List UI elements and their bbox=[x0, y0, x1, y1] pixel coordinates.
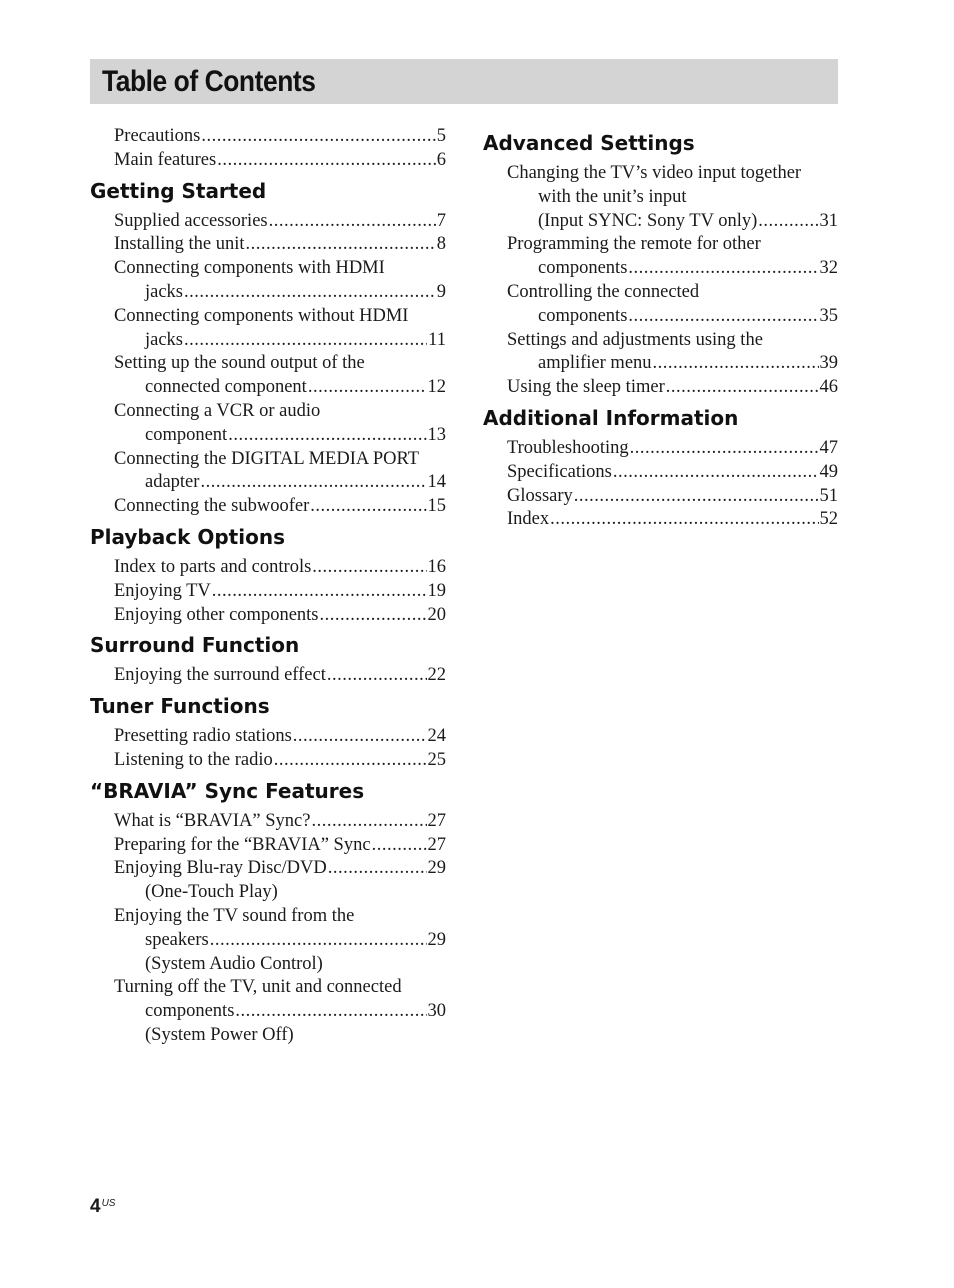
dot-leader bbox=[293, 725, 427, 749]
entry-title-row bbox=[114, 857, 446, 881]
toc-entry[interactable] bbox=[114, 664, 446, 688]
entry-title: Enjoying other components bbox=[114, 604, 319, 625]
entry-page-number: 49 bbox=[819, 461, 838, 482]
entry-title: Index to parts and controls bbox=[114, 556, 312, 577]
entry-page-number: 5 bbox=[436, 126, 446, 146]
dot-leader bbox=[200, 471, 426, 495]
entry-title: Presetting radio stations bbox=[114, 726, 292, 747]
dot-leader bbox=[628, 257, 818, 281]
toc-entry[interactable] bbox=[114, 125, 446, 149]
dot-leader bbox=[666, 376, 819, 400]
toc-section-advanced-settings bbox=[483, 131, 838, 400]
toc-entry[interactable] bbox=[507, 162, 838, 233]
entry-title: Enjoying TV bbox=[114, 580, 211, 601]
entry-page-number: 9 bbox=[436, 281, 446, 302]
dot-leader bbox=[184, 281, 436, 305]
toc-entry[interactable] bbox=[507, 461, 838, 485]
toc-entry-list bbox=[114, 725, 446, 773]
entry-title: Precautions bbox=[114, 126, 201, 146]
toc-entry[interactable] bbox=[114, 556, 446, 580]
entry-title-line: Connecting components with HDMI bbox=[114, 258, 385, 279]
entry-title-line: Connecting the DIGITAL MEDIA PORT bbox=[114, 448, 420, 469]
entry-page-number: 11 bbox=[428, 329, 446, 350]
entry-title-row bbox=[114, 1000, 446, 1024]
toc-entry-list bbox=[507, 437, 838, 532]
entry-title: What is “BRAVIA” Sync? bbox=[114, 810, 311, 831]
dot-leader bbox=[212, 580, 427, 604]
dot-leader bbox=[201, 125, 435, 149]
entry-title-row bbox=[507, 210, 838, 234]
toc-section-additional-information bbox=[483, 406, 838, 532]
entry-page-number: 13 bbox=[427, 424, 446, 445]
toc-section-intro bbox=[90, 125, 446, 173]
entry-page-number: 20 bbox=[427, 604, 446, 625]
entry-page-number: 24 bbox=[427, 726, 446, 747]
entry-page-number: 19 bbox=[427, 580, 446, 601]
entry-title-row bbox=[507, 257, 838, 281]
toc-entry[interactable] bbox=[114, 495, 446, 519]
entry-title-row bbox=[114, 834, 446, 858]
entry-title: speakers bbox=[145, 929, 209, 950]
entry-title-row bbox=[114, 125, 446, 149]
title-bar bbox=[90, 59, 838, 104]
entry-title-row bbox=[507, 352, 838, 376]
entry-title: components bbox=[145, 1001, 235, 1022]
page-number bbox=[90, 1196, 115, 1218]
entry-page-number: 31 bbox=[819, 210, 838, 231]
entry-title-line: Controlling the connected bbox=[507, 281, 700, 302]
entry-title-row bbox=[114, 424, 446, 448]
toc-entry[interactable] bbox=[114, 580, 446, 604]
toc-entry-list bbox=[114, 664, 446, 688]
toc-entry[interactable] bbox=[114, 400, 446, 448]
entry-title: amplifier menu bbox=[538, 353, 652, 374]
entry-title: component bbox=[145, 424, 228, 445]
entry-title: Main features bbox=[114, 149, 217, 170]
entry-title: Installing the unit bbox=[114, 234, 245, 255]
toc-entry[interactable] bbox=[114, 976, 446, 1047]
entry-title: components bbox=[538, 305, 628, 326]
entry-page-number: 6 bbox=[436, 149, 446, 170]
dot-leader bbox=[630, 437, 819, 461]
toc-entry[interactable] bbox=[114, 210, 446, 234]
section-heading: Playback Options bbox=[90, 524, 285, 549]
toc-entry[interactable] bbox=[114, 834, 446, 858]
page-number-value: 4 bbox=[90, 1196, 101, 1217]
entry-title-line: Programming the remote for other bbox=[507, 234, 761, 255]
entry-page-number: 52 bbox=[819, 509, 838, 530]
dot-leader bbox=[235, 1000, 426, 1024]
entry-page-number: 22 bbox=[427, 665, 446, 686]
entry-page-number: 8 bbox=[436, 234, 446, 255]
dot-leader bbox=[308, 376, 427, 400]
entry-title-row bbox=[507, 485, 838, 509]
page-title: Table of Contents bbox=[102, 65, 316, 98]
dot-leader bbox=[217, 149, 436, 173]
entry-title-row bbox=[114, 749, 446, 773]
section-heading: “BRAVIA” Sync Features bbox=[90, 778, 365, 803]
entry-title: components bbox=[538, 258, 628, 279]
section-heading: Getting Started bbox=[90, 178, 267, 203]
entry-title-row bbox=[114, 929, 446, 953]
entry-title-row bbox=[507, 437, 838, 461]
entry-title-row bbox=[507, 305, 838, 329]
entry-title-line: Enjoying the TV sound from the bbox=[114, 905, 355, 926]
toc-entry[interactable] bbox=[507, 508, 838, 532]
entry-page-number: 51 bbox=[819, 485, 838, 506]
entry-subtitle: (One-Touch Play) bbox=[145, 882, 278, 903]
entry-title-line: Turning off the TV, unit and connected bbox=[114, 977, 402, 998]
section-heading: Surround Function bbox=[90, 633, 300, 658]
dot-leader bbox=[328, 857, 427, 881]
entry-page-number: 32 bbox=[819, 258, 838, 279]
dot-leader bbox=[550, 508, 818, 532]
page-number-suffix: US bbox=[101, 1198, 116, 1209]
entry-title-row bbox=[114, 281, 446, 305]
entry-page-number: 25 bbox=[427, 749, 446, 770]
dot-leader bbox=[613, 461, 819, 485]
entry-page-number: 7 bbox=[436, 210, 446, 231]
dot-leader bbox=[758, 210, 818, 234]
dot-leader bbox=[574, 485, 819, 509]
toc-entry[interactable] bbox=[507, 437, 838, 461]
entry-title-line: with the unit’s input bbox=[538, 186, 687, 207]
section-heading: Tuner Functions bbox=[90, 694, 270, 719]
entry-title: adapter bbox=[145, 472, 200, 493]
entry-title-row bbox=[114, 329, 446, 353]
toc-entry[interactable] bbox=[507, 485, 838, 509]
entry-title-row bbox=[114, 233, 446, 257]
entry-title: Index bbox=[507, 509, 550, 530]
dot-leader bbox=[269, 210, 436, 234]
dot-leader bbox=[228, 424, 426, 448]
entry-title-row bbox=[114, 471, 446, 495]
entry-title-row bbox=[114, 604, 446, 628]
entry-title-row bbox=[114, 580, 446, 604]
toc-entry[interactable] bbox=[114, 810, 446, 834]
entry-title-row bbox=[507, 508, 838, 532]
entry-title-line: Connecting a VCR or audio bbox=[114, 400, 321, 421]
entry-title-line: Settings and adjustments using the bbox=[507, 329, 763, 350]
dot-leader bbox=[327, 664, 427, 688]
entry-title: Listening to the radio bbox=[114, 749, 273, 770]
entry-title: Supplied accessories bbox=[114, 210, 268, 231]
toc-entry-list bbox=[114, 125, 446, 173]
entry-title: connected component bbox=[145, 377, 307, 398]
entry-title: Troubleshooting bbox=[507, 437, 629, 458]
toc-section-tuner-functions bbox=[90, 694, 446, 773]
entry-page-number: 46 bbox=[819, 377, 838, 398]
toc-entry[interactable] bbox=[114, 233, 446, 257]
toc-entry[interactable] bbox=[114, 857, 446, 905]
entry-title-row bbox=[114, 556, 446, 580]
toc-entry-list bbox=[114, 210, 446, 519]
entry-title-line: Connecting components without HDMI bbox=[114, 305, 409, 326]
entry-page-number: 15 bbox=[427, 496, 446, 517]
toc-entry-list bbox=[114, 556, 446, 627]
entry-page-number: 27 bbox=[427, 810, 446, 831]
toc-entry[interactable] bbox=[114, 149, 446, 173]
entry-subtitle: (System Audio Control) bbox=[145, 953, 323, 974]
toc-section-getting-started bbox=[90, 179, 446, 519]
dot-leader bbox=[653, 352, 819, 376]
toc-entry[interactable] bbox=[114, 305, 446, 353]
entry-title-row bbox=[114, 810, 446, 834]
entry-title: jacks bbox=[145, 281, 184, 302]
toc-entry[interactable] bbox=[507, 233, 838, 281]
dot-leader bbox=[320, 604, 427, 628]
entry-title-row bbox=[507, 376, 838, 400]
entry-title-row bbox=[114, 149, 446, 173]
dot-leader bbox=[311, 810, 426, 834]
entry-page-number: 39 bbox=[819, 353, 838, 374]
dot-leader bbox=[312, 556, 426, 580]
entry-title: Specifications bbox=[507, 461, 612, 482]
entry-title: Using the sleep timer bbox=[507, 377, 665, 398]
entry-title-line: Changing the TV’s video input together bbox=[507, 163, 802, 183]
entry-title-row bbox=[114, 210, 446, 234]
entry-title: jacks bbox=[145, 329, 184, 350]
entry-title: Glossary bbox=[507, 485, 573, 506]
toc-entry[interactable] bbox=[114, 352, 446, 400]
entry-subtitle: (System Power Off) bbox=[145, 1024, 294, 1045]
toc-entry[interactable] bbox=[114, 749, 446, 773]
toc-right-column bbox=[483, 125, 838, 532]
dot-leader bbox=[372, 834, 427, 858]
entry-page-number: 35 bbox=[819, 305, 838, 326]
entry-title-row bbox=[114, 664, 446, 688]
entry-page-number: 16 bbox=[427, 556, 446, 577]
entry-page-number: 27 bbox=[427, 834, 446, 855]
toc-entry[interactable] bbox=[507, 329, 838, 377]
toc-section-bravia-sync-features bbox=[90, 779, 446, 1048]
toc-entry[interactable] bbox=[114, 725, 446, 749]
section-heading: Advanced Settings bbox=[483, 131, 695, 155]
entry-title-row bbox=[507, 461, 838, 485]
toc-entry[interactable] bbox=[114, 448, 446, 496]
dot-leader bbox=[274, 749, 427, 773]
toc-entry[interactable] bbox=[507, 281, 838, 329]
toc-entry-list bbox=[114, 810, 446, 1048]
entry-title: Connecting the subwoofer bbox=[114, 496, 310, 517]
entry-title: Enjoying the surround effect bbox=[114, 665, 326, 686]
entry-title: Preparing for the “BRAVIA” Sync bbox=[114, 834, 371, 855]
entry-page-number: 29 bbox=[427, 858, 446, 879]
dot-leader bbox=[628, 305, 818, 329]
entry-page-number: 29 bbox=[427, 929, 446, 950]
entry-title-line: Setting up the sound output of the bbox=[114, 353, 365, 374]
dot-leader bbox=[246, 233, 436, 257]
dot-leader bbox=[210, 929, 427, 953]
toc-entry[interactable] bbox=[114, 905, 446, 976]
toc-entry[interactable] bbox=[114, 604, 446, 628]
entry-title: Enjoying Blu-ray Disc/DVD bbox=[114, 858, 327, 879]
toc-entry[interactable] bbox=[507, 376, 838, 400]
dot-leader bbox=[184, 329, 427, 353]
entry-title: (Input SYNC: Sony TV only) bbox=[538, 210, 758, 231]
toc-section-playback-options bbox=[90, 525, 446, 627]
toc-left-column bbox=[90, 125, 446, 1048]
toc-entry[interactable] bbox=[114, 257, 446, 305]
toc-entry-list bbox=[507, 162, 838, 400]
entry-title-row bbox=[114, 725, 446, 749]
entry-page-number: 12 bbox=[427, 377, 446, 398]
entry-page-number: 14 bbox=[427, 472, 446, 493]
entry-title-row bbox=[114, 495, 446, 519]
toc-section-surround-function bbox=[90, 633, 446, 688]
section-heading: Additional Information bbox=[483, 405, 739, 430]
entry-title-row bbox=[114, 376, 446, 400]
dot-leader bbox=[310, 495, 426, 519]
entry-page-number: 30 bbox=[427, 1001, 446, 1022]
entry-page-number: 47 bbox=[819, 437, 838, 458]
